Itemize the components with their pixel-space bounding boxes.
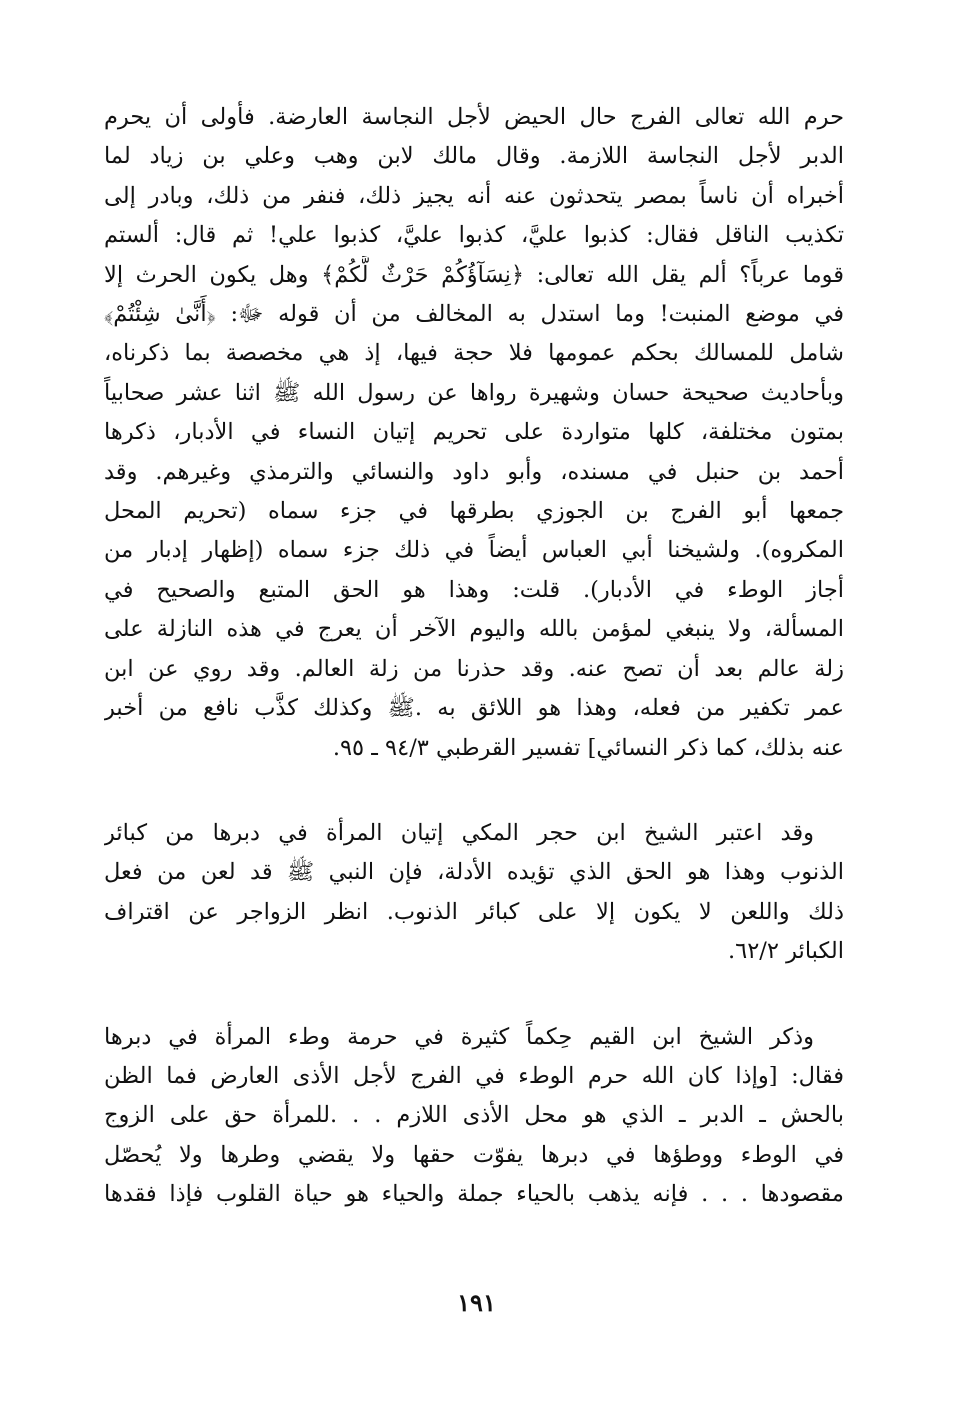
text-line: حرم الله تعالى الفرج حال الحيض لأجل النجاسة العارضة. فأولى أن يحرم <box>104 104 844 130</box>
text-line: وذكر الشيخ ابن القيم حِكماً كثيرة في حرمة وطء المرأة في دبرها <box>104 1023 814 1050</box>
page-body <box>104 98 844 1215</box>
paragraph-2 <box>104 814 844 972</box>
text-line: في موضع المنبت! وما استدل به المخالف من أن قوله ﷻ: ﴿أَنَّىٰ شِئْتُمْ﴾ <box>104 301 844 328</box>
text-line: زلة عالم بعد أن تصح عنه. وقد حذرنا من زلة العالم. وقد روي عن ابن <box>104 655 844 682</box>
paragraph-3 <box>104 1018 844 1215</box>
text-line: قوما عرباً؟ ألم يقل الله تعالى: ﴿نِسَآؤُكُمْ حَرْثٌ لَّكُمْ﴾ وهل يكون الحرث إلا <box>104 261 844 288</box>
text-line: الذنوب وهذا هو الحق الذي تؤيده الأدلة، فإن النبي ﷺ قد لعن من فعل <box>104 859 844 886</box>
text-line: المسألة، ولا ينبغي لمؤمن بالله واليوم الآخر أن يعرج في هذه النازلة على <box>104 616 844 643</box>
paragraph-1 <box>104 98 844 768</box>
text-line: فقال: [وإذا كان الله حرم الوطء في الفرج لأجل الأذى العارض فما الظن <box>104 1062 844 1089</box>
text-line: مقصودها . . . فإنه يذهب بالحياء جملة والحياء هو حياة القلوب فإذا فقدها <box>104 1181 844 1208</box>
text-line: في الوطء ووطؤها في دبرها يفوّت حقها ولا يقضي وطرها ولا يُحصّل <box>104 1141 844 1168</box>
page-number: ١٩١ <box>457 1288 496 1317</box>
text-line: وقد اعتبر الشيخ ابن حجر المكي إتيان المرأة في دبرها من كبائر <box>104 819 814 846</box>
text-line: بمتون مختلفة، كلها متواردة على تحريم إتيان النساء في الأدبار، ذكرها <box>104 419 844 446</box>
text-line: عنه بذلك، كما ذكر النسائي] تفسير القرطبي ٩٤/٣ ـ ٩٥. <box>332 734 844 761</box>
text-line: أحمد بن حنبل في مسنده، وأبو داود والنسائي والترمذي وغيرهم. وقد <box>104 458 844 485</box>
text-line: الدبر لأجل النجاسة اللازمة. وقال مالك لابن وهب وعلي بن زياد لما <box>104 143 844 170</box>
text-line: أجاز الوطء في الأدبار). قلت: وهذا هو الحق المتبع والصحيح في <box>104 576 844 603</box>
text-line: وبأحاديث صحيحة حسان وشهيرة رواها عن رسول الله ﷺ اثنا عشر صحابياً <box>104 379 844 406</box>
text-line: الكبائر ٦٢/٢. <box>727 938 844 965</box>
text-line: شامل للمسالك بحكم عمومها فلا حجة فيها، إذ هي مخصصة بما ذكرناه، <box>104 340 844 367</box>
text-line: المكروه). ولشيخنا أبي العباس أيضاً في ذلك جزء سماه (إظهار إدبار من <box>104 537 844 564</box>
text-line: بالحش ـ الدبر ـ الذي هو محل الأذى اللازم . . .للمرأة حق على الزوج <box>104 1102 844 1129</box>
text-line: أخبراه أن ناساً بمصر يتحدثون عنه أنه يجيز ذلك، فنفر من ذلك، وبادر إلى <box>104 182 844 209</box>
text-line: جمعها أبو الفرج بن الجوزي بطرقها في جزء سماه (تحريم المحل <box>104 498 844 525</box>
text-line: ذلك واللعن لا يكون إلا على كبائر الذنوب. انظر الزواجر عن اقتراف <box>104 898 844 925</box>
text-line: عمر تكفير من فعله، وهذا هو اللائق به .ﷺ وكذلك كذَّب نافع من أخبر <box>104 695 844 722</box>
text-line: تكذيب الناقل فقال: كذبوا عليَّ، كذبوا عليَّ، كذبوا علي! ثم قال: ألستم <box>104 222 844 249</box>
